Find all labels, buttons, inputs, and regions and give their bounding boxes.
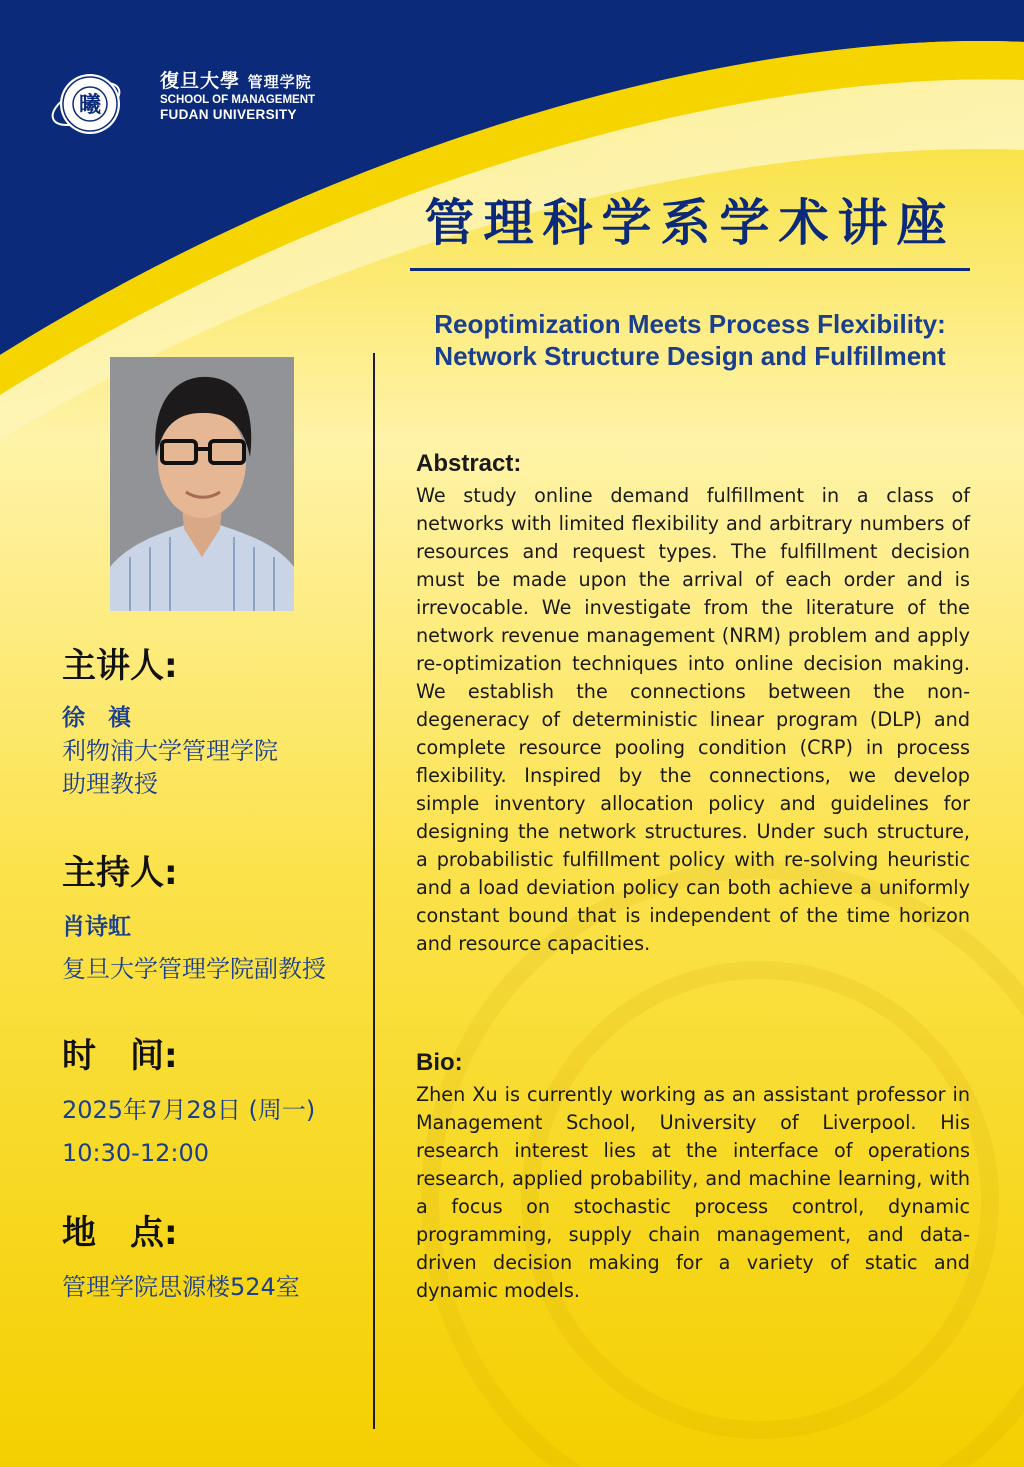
abstract-heading: Abstract: <box>416 450 522 477</box>
bio-heading: Bio: <box>416 1049 463 1076</box>
school-cn: 管理学院 <box>247 73 312 91</box>
bio-text: Zhen Xu is currently working as an assistant professor in Management School, University of Liverpool. His research interest lies at the interface of operations research, applied probability, and machine learning, with a focus on stochastic process control, dynamic programming, supply chain management, and data-driven decision making for a variety of static and dynamic models. <box>416 1083 970 1302</box>
location-label: 地 点: <box>62 1213 178 1253</box>
talk-title: Reoptimization Meets Process Flexibility: Network Structure Design and Fulfillment <box>434 309 946 371</box>
university-en: FUDAN UNIVERSITY <box>160 107 297 122</box>
event-hours: 10:30-12:00 <box>62 1139 209 1167</box>
host-affiliation: 复旦大学管理学院副教授 <box>62 955 326 983</box>
title-underline <box>410 268 970 271</box>
logo-wordmark <box>160 70 315 122</box>
speaker-label: 主讲人: <box>62 646 178 686</box>
speaker-affiliation: 利物浦大学管理学院 <box>62 737 278 765</box>
logo-cn-line <box>160 70 315 93</box>
time-label: 时 间: <box>62 1036 178 1076</box>
speaker-position: 助理教授 <box>62 770 158 798</box>
speaker-name: 徐 禛 <box>62 705 131 731</box>
school-en: SCHOOL OF MANAGEMENT <box>160 94 316 106</box>
abstract-text: We study online demand fulfillment in a class of networks with limited flexibility and arbitrary numbers of resources and request types. The fulfillment decision must be made upon the arrival of each order and is irrevocable. We investigate from the literature of the network revenue management (NRM) problem and apply re-optimization techniques into online decision making. We establish the connections between the non-degeneracy of deterministic linear program (DLP) and complete resource pooling condition (CRP) in process flexibility. Inspired by the connections, we develop simple inventory allocation policy and guidelines for designing the network structures. Under such structure, a probabilistic fulfillment policy with re-solving heuristic and a load deviation policy can both achieve a uniformly constant bound that is independent of the time horizon and resource capacities. <box>416 484 970 955</box>
university-cn: 復旦大學 <box>160 70 241 92</box>
event-date: 2025年7月28日 (周一) <box>62 1096 316 1124</box>
host-label: 主持人: <box>62 853 178 893</box>
event-title: 管理科学系学术讲座 <box>424 194 956 252</box>
host-name: 肖诗虹 <box>62 914 131 940</box>
seal-center-glyph: 曦 <box>78 92 102 118</box>
speaker-photo <box>110 357 294 611</box>
event-venue: 管理学院思源楼524室 <box>62 1273 300 1301</box>
fudan-seal-icon <box>48 64 128 144</box>
column-divider <box>373 353 375 1429</box>
school-logo[interactable] <box>48 64 316 144</box>
